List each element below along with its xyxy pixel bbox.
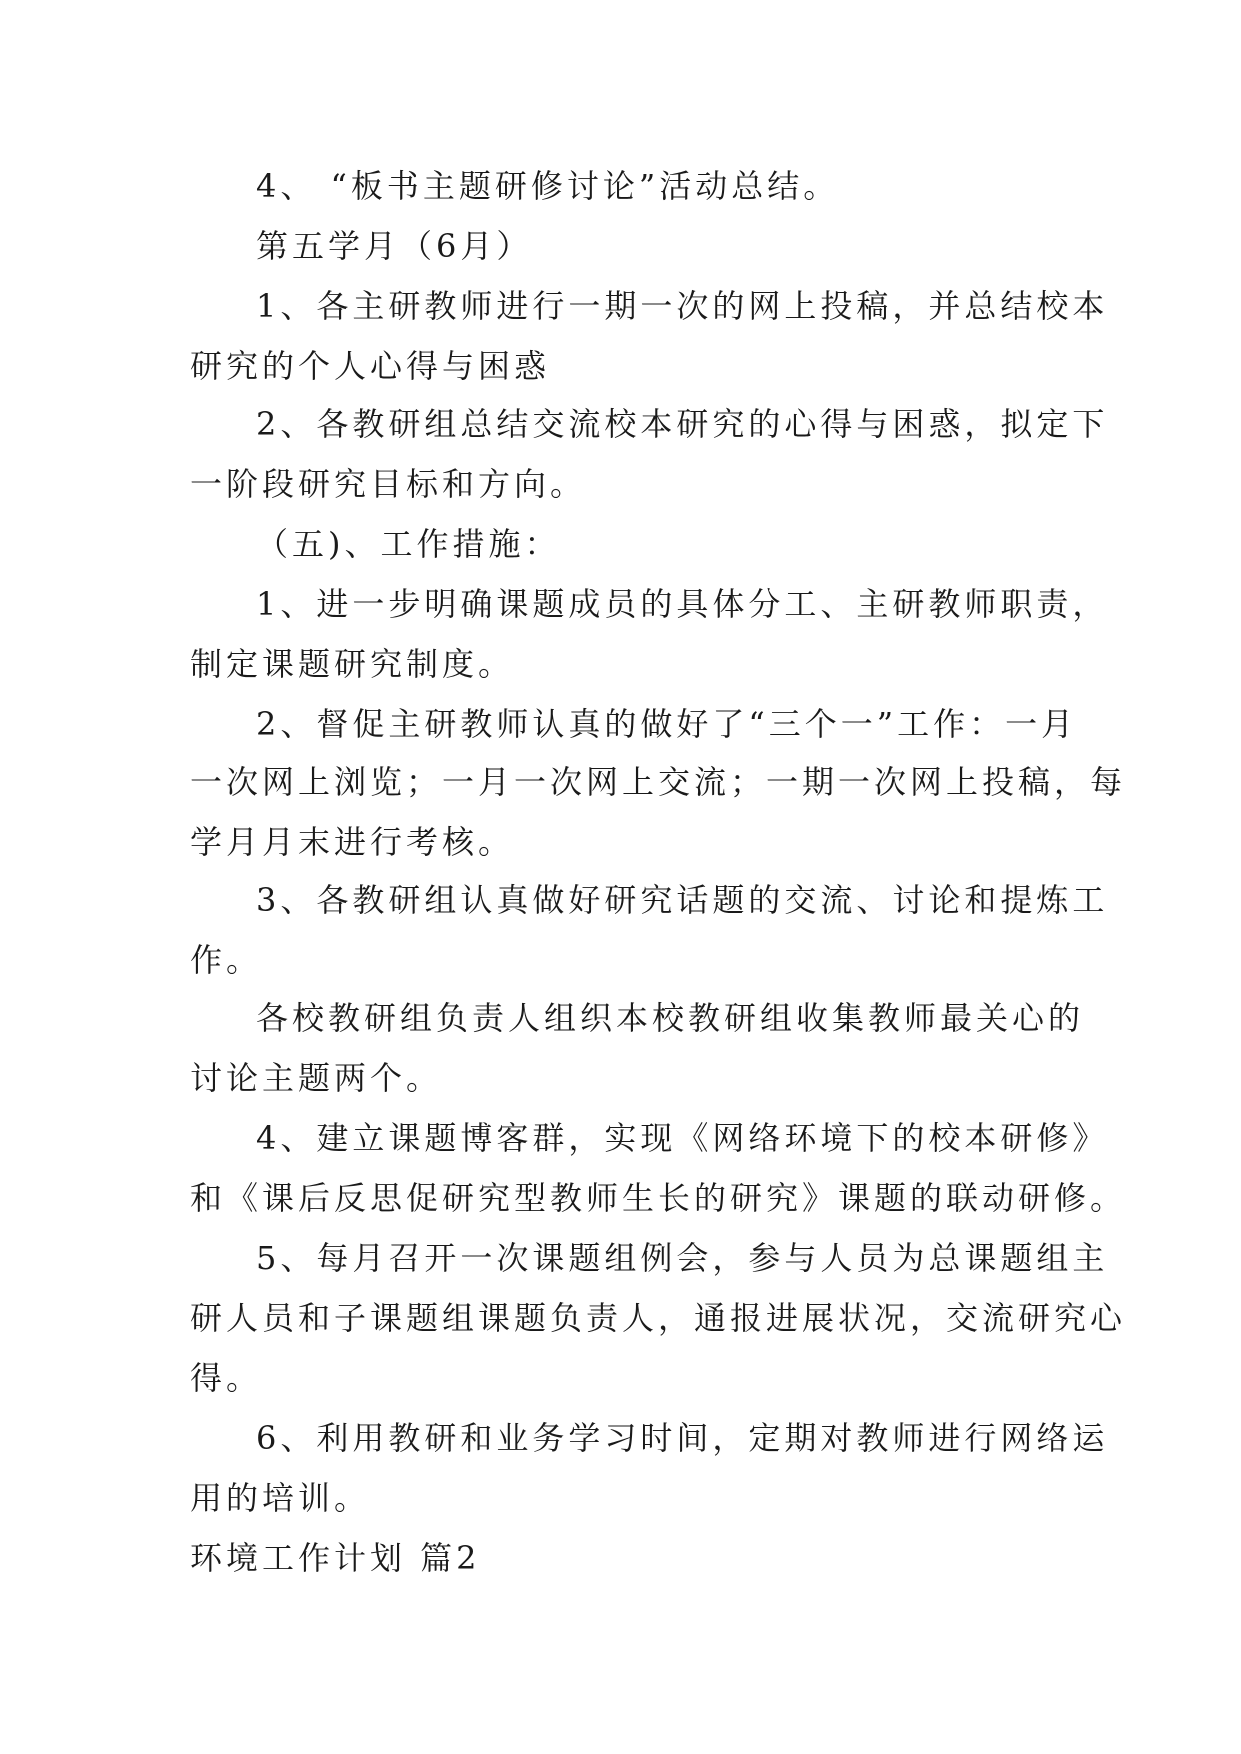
text-line: 研究的个人心得与困惑 xyxy=(190,347,551,385)
text-line: 学月月末进行考核。 xyxy=(190,823,515,861)
text-line: 1、进一步明确课题成员的具体分工、主研教师职责， xyxy=(256,585,1109,623)
text-line: 作。 xyxy=(190,941,263,979)
text-line: 3、各教研组认真做好研究话题的交流、讨论和提炼工 xyxy=(256,881,1109,919)
text-line: 5、每月召开一次课题组例会，参与人员为总课题组主 xyxy=(256,1239,1109,1277)
text-line: 一阶段研究目标和方向。 xyxy=(190,465,587,503)
text-line: 讨论主题两个。 xyxy=(190,1059,443,1097)
text-line: 一次网上浏览；一月一次网上交流；一期一次网上投稿，每 xyxy=(190,763,1127,801)
text-line: 制定课题研究制度。 xyxy=(190,645,515,683)
text-line: 1、各主研教师进行一期一次的网上投稿，并总结校本 xyxy=(256,287,1109,325)
text-line: 用的培训。 xyxy=(190,1479,371,1517)
article-heading: 环境工作计划 篇2 xyxy=(190,1539,481,1577)
text-line: 研人员和子课题组课题负责人，通报进展状况，交流研究心 xyxy=(190,1299,1127,1337)
text-line: 2、督促主研教师认真的做好了“三个一”工作：一月 xyxy=(256,705,1078,743)
text-line: 和《课后反思促研究型教师生长的研究》课题的联动研修。 xyxy=(190,1179,1127,1217)
text-line: 得。 xyxy=(190,1359,263,1397)
section-heading: （五)、工作措施： xyxy=(256,525,561,563)
text-line: 4、建立课题博客群，实现《网络环境下的校本研修》 xyxy=(256,1119,1109,1157)
text-line: 各校教研组负责人组织本校教研组收集教师最关心的 xyxy=(256,999,1085,1037)
text-line: 2、各教研组总结交流校本研究的心得与困惑，拟定下 xyxy=(256,405,1109,443)
section-heading: 第五学月（6月） xyxy=(256,227,533,265)
text-line: 6、利用教研和业务学习时间，定期对教师进行网络运 xyxy=(256,1419,1109,1457)
text-line: 4、 “板书主题研修讨论”活动总结。 xyxy=(256,167,840,205)
